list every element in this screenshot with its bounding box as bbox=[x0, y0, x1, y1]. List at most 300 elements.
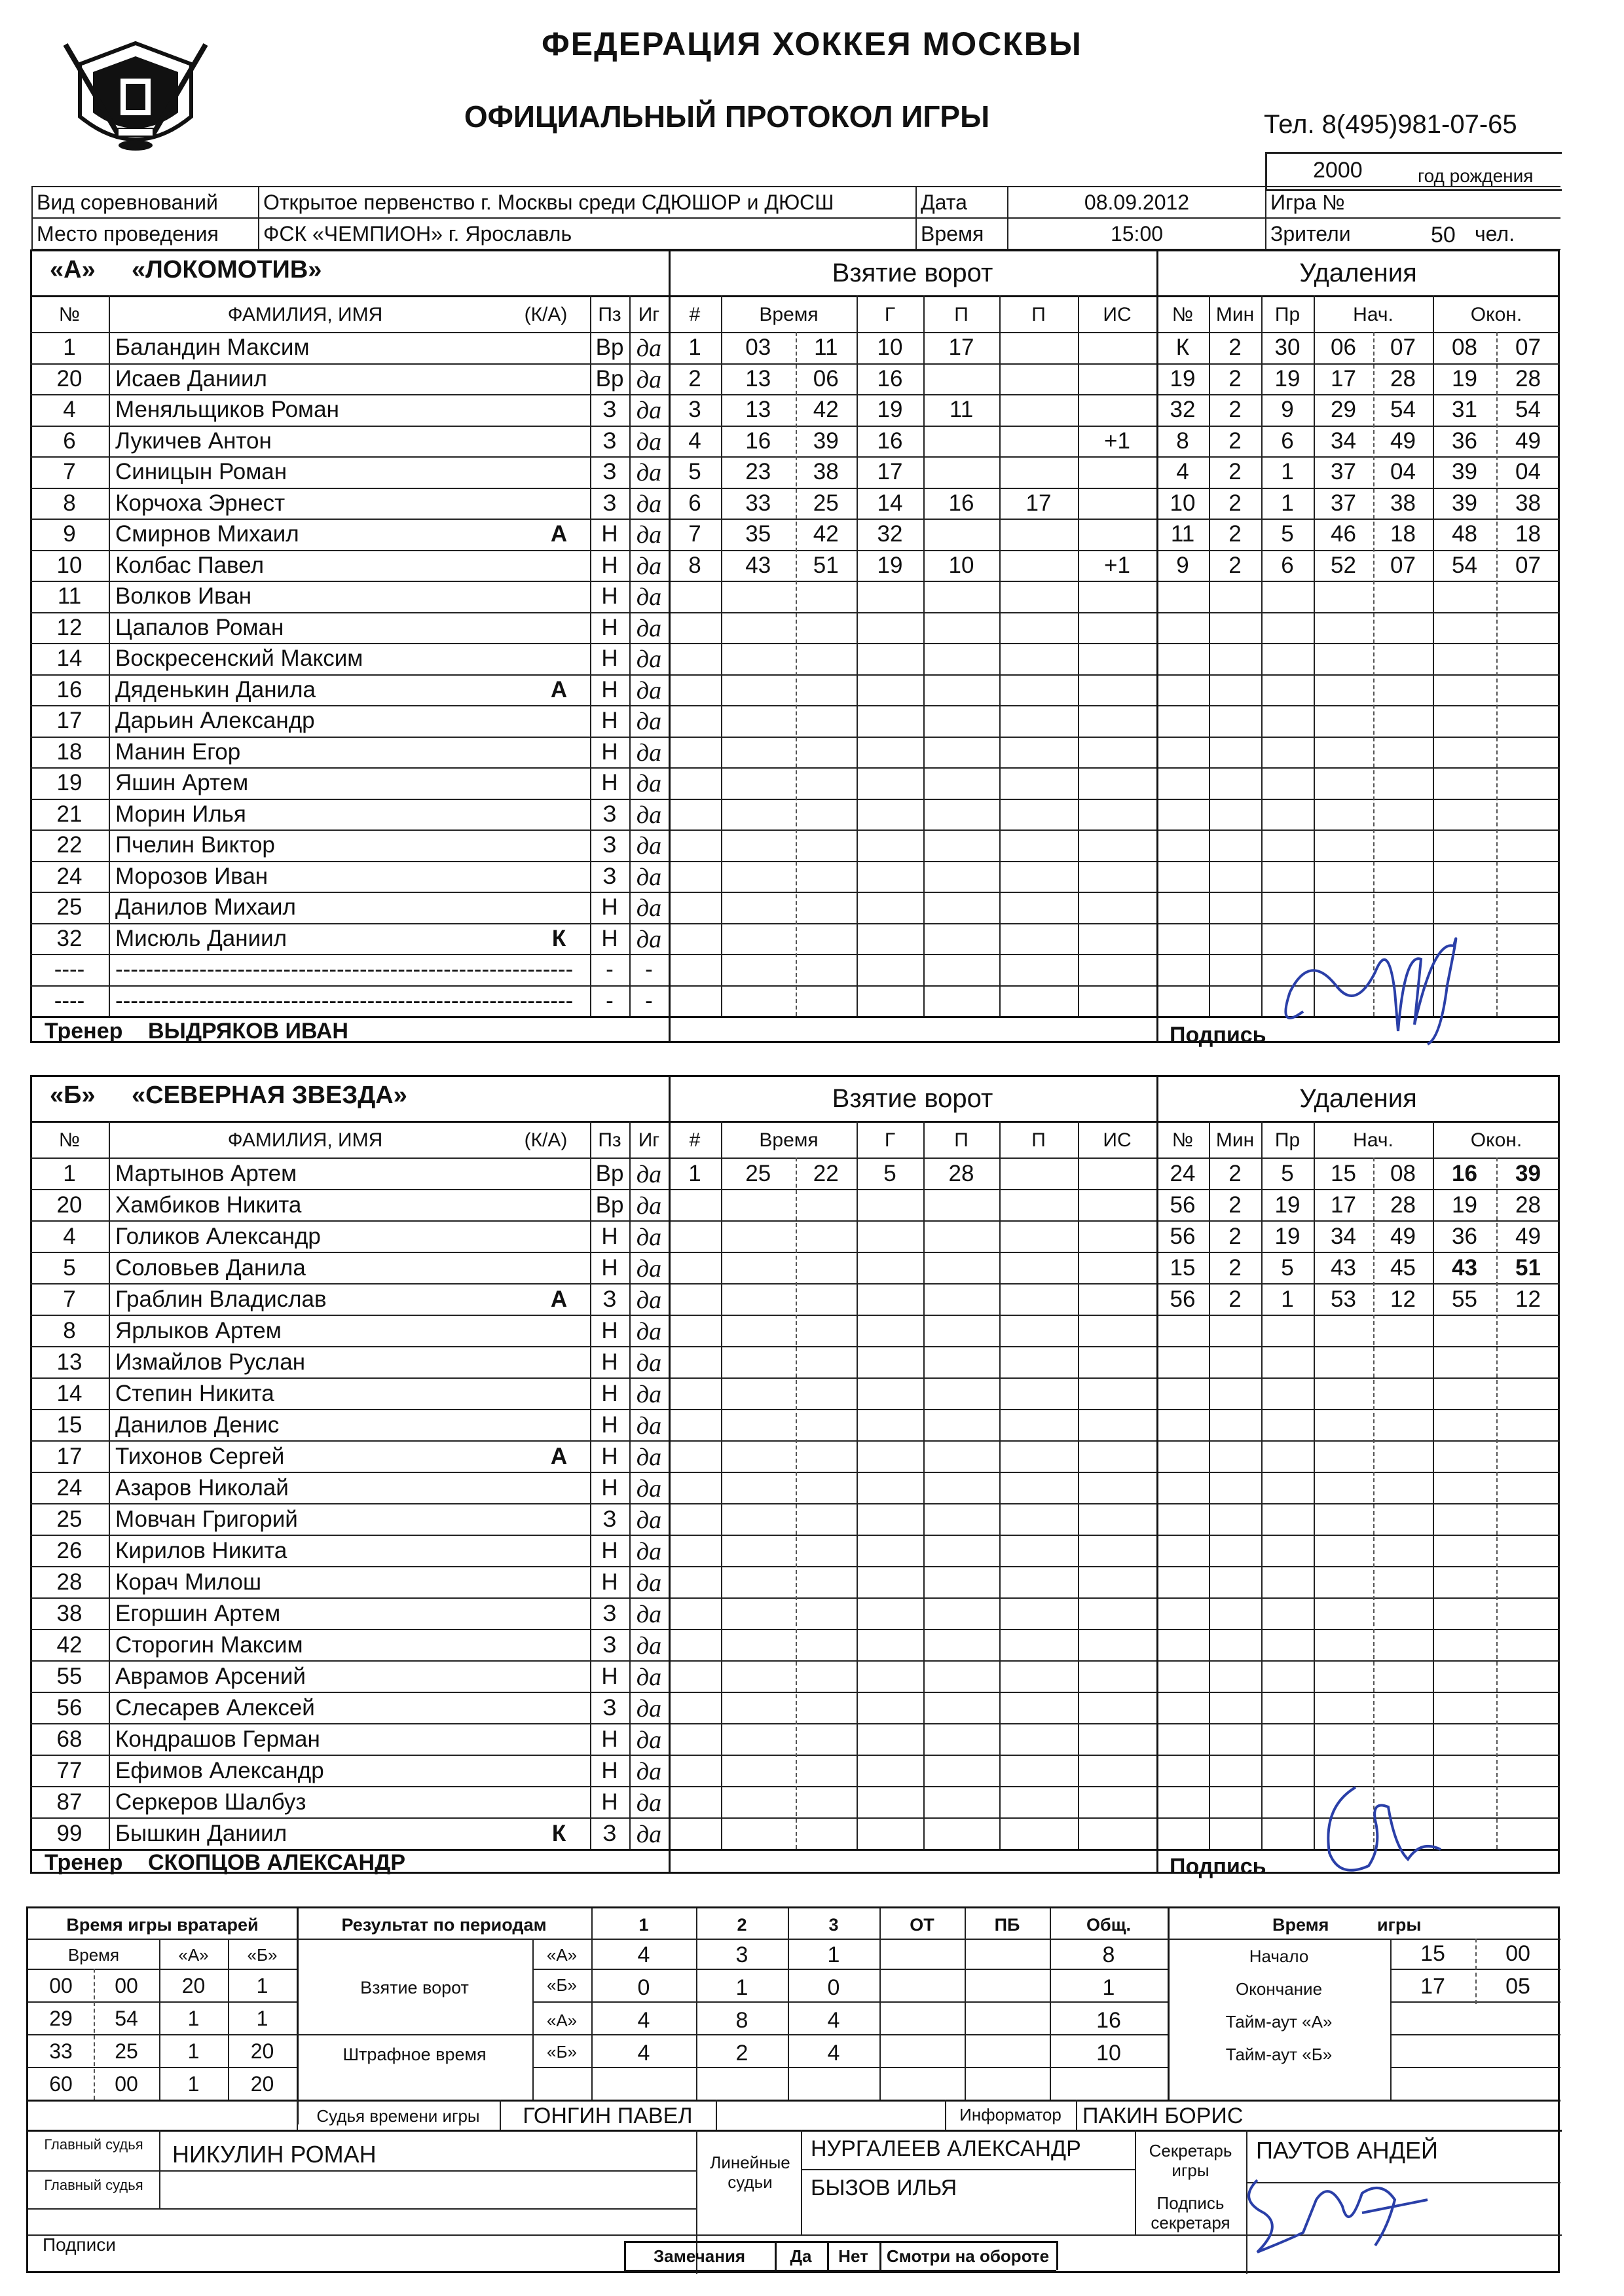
player-name: Меняльщиков Роман bbox=[115, 397, 339, 423]
gk-b-number: 1 bbox=[256, 1974, 268, 1997]
player-number: 10 bbox=[56, 552, 83, 578]
rule-line bbox=[669, 1566, 1560, 1567]
penalty-end-min: 31 bbox=[1452, 397, 1477, 423]
player-position: З bbox=[602, 1286, 617, 1312]
penalty-end-sec: 07 bbox=[1515, 335, 1541, 361]
rule-line bbox=[669, 799, 1560, 800]
player-played: - bbox=[645, 957, 653, 983]
rule-line bbox=[297, 2034, 532, 2035]
rule-line bbox=[669, 612, 1560, 613]
penalty-start-sec: 28 bbox=[1390, 365, 1416, 392]
rule-line bbox=[30, 612, 669, 613]
player-played: да bbox=[636, 894, 662, 922]
player-role: А bbox=[550, 1286, 568, 1312]
federation-title: ФЕДЕРАЦИЯ ХОККЕЯ МОСКВЫ bbox=[542, 26, 1082, 62]
goal-minute: 35 bbox=[745, 521, 771, 547]
gk-a-number: 1 bbox=[187, 2007, 200, 2030]
penalty-player: 56 bbox=[1170, 1192, 1196, 1218]
player-position: Н bbox=[601, 1569, 618, 1595]
rule-line bbox=[30, 1723, 669, 1724]
player-position: Н bbox=[601, 925, 618, 951]
rule-line bbox=[28, 2208, 696, 2210]
team_a-col-time: Время bbox=[759, 304, 819, 325]
rule-line bbox=[30, 1121, 1560, 1123]
rule-line bbox=[30, 1660, 669, 1662]
player-number: 5 bbox=[63, 1254, 76, 1281]
penalty-reason: 5 bbox=[1281, 1160, 1294, 1186]
start-hour: 15 bbox=[1420, 1941, 1445, 1966]
team_b-col-pz: Пз bbox=[598, 1129, 621, 1151]
rule-line bbox=[669, 456, 1560, 458]
informer-name: ПАКИН БОРИС bbox=[1082, 2104, 1244, 2128]
goal-scorer: 16 bbox=[877, 428, 903, 454]
player-number: 17 bbox=[56, 1443, 83, 1469]
rule-line bbox=[669, 892, 1560, 893]
player-position: Н bbox=[601, 1254, 618, 1281]
rule-line bbox=[30, 1692, 669, 1693]
rule-line bbox=[999, 295, 1001, 1016]
penalty-end-min: 55 bbox=[1452, 1286, 1477, 1312]
player-played: да bbox=[636, 1663, 662, 1691]
player-position: - bbox=[606, 957, 614, 983]
penalty-start-min: 17 bbox=[1331, 365, 1356, 392]
team_a-coach-label: Тренер bbox=[45, 1018, 123, 1044]
player-position: З bbox=[602, 397, 617, 423]
venue-value: ФСК «ЧЕМПИОН» г. Ярославль bbox=[259, 218, 916, 249]
penalty-minutes: 2 bbox=[1228, 1223, 1242, 1249]
goal-assist-1: 16 bbox=[948, 490, 974, 516]
player-number: 55 bbox=[56, 1663, 83, 1689]
penalty-player: 32 bbox=[1170, 397, 1196, 423]
penalty-end-sec: 38 bbox=[1515, 490, 1541, 516]
player-position: Н bbox=[601, 1380, 618, 1406]
goal-number: 5 bbox=[688, 459, 701, 485]
game-time-title: Время bbox=[1272, 1915, 1329, 1935]
player-played: да bbox=[636, 1254, 662, 1283]
player-position: З bbox=[602, 459, 617, 485]
penalty-end-min: 54 bbox=[1452, 552, 1477, 578]
gk-minute: 33 bbox=[49, 2039, 73, 2063]
spectators-label: Зрители bbox=[1266, 218, 1471, 249]
player-played: да bbox=[636, 738, 662, 767]
rule-line bbox=[30, 829, 669, 831]
player-name: ------------------------------------------------------------ bbox=[115, 957, 574, 983]
penalty-reason: 1 bbox=[1281, 490, 1294, 516]
player-position: - bbox=[606, 987, 614, 1013]
team_a-name: «ЛОКОМОТИВ» bbox=[132, 256, 322, 283]
protocol-title: ОФИЦИАЛЬНЫЙ ПРОТОКОЛ ИГРЫ bbox=[464, 100, 990, 134]
rule-line bbox=[30, 1786, 669, 1787]
team_a-col-hash: # bbox=[689, 304, 701, 325]
player-played: да bbox=[636, 1380, 662, 1408]
penalty-start-min: 06 bbox=[1331, 335, 1356, 361]
birth-year: 2000 bbox=[1313, 158, 1363, 183]
penalty-reason: 9 bbox=[1281, 397, 1294, 423]
goal-scorer: 10 bbox=[877, 335, 903, 361]
player-position: Вр bbox=[595, 365, 624, 392]
rule-line bbox=[669, 519, 1560, 520]
goal-scorer: 32 bbox=[877, 521, 903, 547]
rule-line bbox=[696, 1908, 697, 2100]
rule-line bbox=[159, 2130, 160, 2208]
player-position: Н bbox=[601, 1663, 618, 1689]
date-label: Дата bbox=[916, 187, 1008, 218]
goal-second: 51 bbox=[813, 552, 839, 578]
player-name: Яшин Артем bbox=[115, 770, 249, 796]
rule-line bbox=[669, 1755, 1560, 1756]
result-goals-a-value: 8 bbox=[1102, 1942, 1115, 1967]
player-played: да bbox=[636, 1537, 662, 1565]
player-played: да bbox=[636, 1506, 662, 1534]
player-position: Н bbox=[601, 1443, 618, 1469]
player-number: 8 bbox=[63, 1317, 76, 1343]
penalty-player: 15 bbox=[1170, 1254, 1196, 1281]
penalty-reason: 30 bbox=[1274, 335, 1301, 361]
penalty-start-min: 52 bbox=[1331, 552, 1356, 578]
player-name: Дяденькин Данила bbox=[115, 676, 316, 702]
rule-line bbox=[801, 2130, 802, 2234]
player-played: да bbox=[636, 1600, 662, 1628]
rule-line bbox=[669, 643, 1560, 644]
player-name: Цапалов Роман bbox=[115, 614, 284, 640]
result-pim-a-value: 8 bbox=[735, 2008, 748, 2033]
goal-situation: +1 bbox=[1104, 552, 1130, 578]
rule-line bbox=[788, 1908, 789, 2100]
player-number: 11 bbox=[57, 583, 82, 610]
player-played: да bbox=[636, 1349, 662, 1377]
team_a-pen-col-start: Нач. bbox=[1353, 304, 1393, 325]
rule-line bbox=[1168, 1939, 1560, 1940]
goal-scorer: 17 bbox=[877, 459, 903, 485]
goal-number: 1 bbox=[688, 335, 701, 361]
team_b-goals-title: Взятие ворот bbox=[832, 1084, 993, 1113]
team_b-pen-col-min: Мин bbox=[1215, 1129, 1255, 1151]
penalty-player: 10 bbox=[1170, 490, 1196, 516]
player-position: Н bbox=[601, 1349, 618, 1375]
goals-label: Взятие ворот bbox=[360, 1978, 469, 1997]
rule-line bbox=[1056, 2241, 1058, 2270]
goal-minute: 23 bbox=[745, 459, 771, 485]
team_a-col-name: ФАМИЛИЯ, ИМЯ bbox=[227, 304, 383, 325]
birth-year-label: год рождения bbox=[1418, 166, 1534, 186]
player-number: 18 bbox=[56, 738, 83, 765]
player-name: ------------------------------------------------------------ bbox=[115, 987, 574, 1013]
rule-line bbox=[297, 1908, 299, 2124]
penalty-end-sec: 54 bbox=[1515, 397, 1541, 423]
player-position: З bbox=[602, 863, 617, 889]
rule-line bbox=[30, 1346, 669, 1347]
gk-minute: 00 bbox=[49, 1974, 73, 1997]
goal-second: 42 bbox=[813, 521, 839, 547]
rule-line bbox=[669, 1660, 1560, 1662]
phone-number: Тел. 8(495)981-07-65 bbox=[1264, 110, 1517, 139]
player-position: З bbox=[602, 1631, 617, 1658]
rule-line bbox=[669, 1315, 1560, 1316]
goal-number: 3 bbox=[688, 397, 701, 423]
rule-line bbox=[1050, 1908, 1051, 2100]
player-position: З bbox=[602, 1820, 617, 1846]
player-played: да bbox=[636, 1223, 662, 1251]
rule-line bbox=[721, 1121, 722, 1849]
rule-line bbox=[30, 1440, 669, 1442]
player-name: Мисюль Даниил bbox=[115, 925, 287, 951]
rule-line bbox=[30, 861, 669, 862]
penalty-end-min: 39 bbox=[1452, 459, 1477, 485]
rule-line bbox=[297, 1939, 1168, 1940]
time-label: Время bbox=[916, 218, 1008, 249]
player-played: да bbox=[636, 1443, 662, 1471]
penalty-end-sec: 18 bbox=[1515, 521, 1541, 547]
rule-line bbox=[30, 581, 669, 582]
rule-line bbox=[857, 1121, 858, 1849]
penalty-player: 24 bbox=[1170, 1160, 1196, 1186]
player-position: Н bbox=[601, 738, 618, 765]
goal-number: 7 bbox=[688, 521, 701, 547]
player-position: Н bbox=[601, 1789, 618, 1815]
penalty-reason: 19 bbox=[1274, 365, 1301, 392]
result-team-a: «А» bbox=[546, 1945, 578, 1965]
rule-line bbox=[1135, 2130, 1136, 2234]
penalty-player: 56 bbox=[1170, 1286, 1196, 1312]
venue-label: Место проведения bbox=[32, 218, 259, 249]
player-name: Мовчан Григорий bbox=[115, 1506, 298, 1532]
rule-line bbox=[669, 767, 1560, 769]
penalty-minutes: 2 bbox=[1228, 552, 1242, 578]
result-goals-a-value: 3 bbox=[735, 1942, 748, 1967]
goal-second: 25 bbox=[813, 490, 839, 516]
team_b-col-ka: (К/А) bbox=[524, 1129, 568, 1151]
player-position: Н bbox=[601, 1757, 618, 1783]
period-pb-header: ПБ bbox=[994, 1915, 1020, 1935]
rule-line bbox=[669, 1189, 1560, 1190]
gk-b-col: «Б» bbox=[247, 1945, 278, 1965]
gk-minute: 60 bbox=[49, 2072, 73, 2096]
player-number: 15 bbox=[56, 1412, 83, 1438]
gk-a-number: 20 bbox=[181, 1974, 206, 1997]
result-pim-a-value: 4 bbox=[827, 2008, 840, 2033]
player-number: 21 bbox=[56, 801, 83, 827]
result-pim-b-value: 10 bbox=[1096, 2041, 1121, 2066]
player-number: 25 bbox=[56, 894, 83, 920]
player-number: 4 bbox=[63, 397, 76, 423]
rule-line bbox=[669, 1723, 1560, 1724]
goal-scorer: 16 bbox=[877, 365, 903, 392]
rule-line bbox=[801, 2169, 1135, 2170]
rule-line bbox=[30, 674, 669, 676]
player-played: да bbox=[636, 583, 662, 611]
goal-second: 42 bbox=[813, 397, 839, 423]
player-position: Вр bbox=[595, 1192, 624, 1218]
team_a-penalties-title: Удаления bbox=[1299, 259, 1417, 287]
rule-line bbox=[716, 2100, 717, 2130]
player-position: З bbox=[602, 1600, 617, 1626]
penalty-end-sec: 07 bbox=[1515, 552, 1541, 578]
goal-scorer: 19 bbox=[877, 397, 903, 423]
result-pim-b-value: 4 bbox=[637, 2041, 650, 2066]
rule-line bbox=[30, 892, 669, 893]
team_a-col-no: № bbox=[58, 304, 81, 325]
player-number: 20 bbox=[56, 365, 83, 392]
start-label: Начало bbox=[1249, 1946, 1309, 1966]
gk-minute: 29 bbox=[49, 2007, 73, 2030]
player-number: 99 bbox=[56, 1820, 83, 1846]
goal-number: 2 bbox=[688, 365, 701, 392]
secretary-label: Секретарь игры bbox=[1149, 2141, 1232, 2180]
penalty-start-min: 37 bbox=[1331, 459, 1356, 485]
result-team-b: «Б» bbox=[547, 2042, 577, 2062]
team_a-goals-title: Взятие ворот bbox=[832, 259, 993, 287]
result-pim-b-value: 2 bbox=[735, 2041, 748, 2066]
goal-second: 38 bbox=[813, 459, 839, 485]
goal-scorer: 19 bbox=[877, 552, 903, 578]
date-value: 08.09.2012 bbox=[1008, 187, 1266, 218]
player-played: да bbox=[636, 1286, 662, 1314]
goal-minute: 13 bbox=[745, 365, 771, 392]
player-played: да bbox=[636, 770, 662, 798]
penalty-start-min: 34 bbox=[1331, 428, 1356, 454]
rule-line bbox=[669, 1535, 1560, 1536]
rule-line bbox=[28, 2067, 297, 2068]
main-referee-2-label: Главный судья bbox=[44, 2177, 143, 2193]
goal-minute: 33 bbox=[745, 490, 771, 516]
penalty-end-sec: 28 bbox=[1515, 365, 1541, 392]
goal-scorer: 5 bbox=[883, 1160, 896, 1186]
player-number: 38 bbox=[56, 1600, 83, 1626]
player-name: Колбас Павел bbox=[115, 552, 264, 578]
rule-line bbox=[109, 1121, 110, 1849]
player-number: 14 bbox=[56, 1380, 83, 1406]
player-name: Азаров Николай bbox=[115, 1474, 289, 1501]
rule-line bbox=[30, 1566, 669, 1567]
player-name: Манин Егор bbox=[115, 738, 241, 765]
penalty-start-sec: 07 bbox=[1390, 335, 1416, 361]
goal-minute: 43 bbox=[745, 552, 771, 578]
rule-line bbox=[297, 2100, 1168, 2102]
player-name: Кирилов Никита bbox=[115, 1537, 287, 1563]
info-table bbox=[31, 186, 1560, 250]
team_b-coach-name: СКОПЦОВ АЛЕКСАНДР bbox=[148, 1850, 405, 1875]
penalty-start-sec: 38 bbox=[1390, 490, 1416, 516]
player-name: Морин Илья bbox=[115, 801, 246, 827]
rule-line bbox=[965, 1908, 966, 2100]
penalty-end-min: 39 bbox=[1452, 490, 1477, 516]
penalty-reason: 1 bbox=[1281, 459, 1294, 485]
remarks-see-back: Смотри на обороте bbox=[886, 2246, 1050, 2266]
spectators-value: 50 bbox=[1431, 223, 1456, 247]
rule-line bbox=[669, 1472, 1560, 1473]
rule-line bbox=[30, 705, 669, 706]
time-value: 15:00 bbox=[1008, 218, 1266, 249]
team_a-pen-col-pr: Пр bbox=[1274, 304, 1301, 325]
rule-line bbox=[669, 426, 1560, 427]
rule-line bbox=[30, 767, 669, 769]
player-played: да bbox=[636, 676, 662, 704]
rule-line bbox=[669, 1346, 1560, 1347]
end-label: Окончание bbox=[1235, 1979, 1323, 1999]
team_a-signature-label: Подпись bbox=[1170, 1022, 1266, 1048]
penalty-start-min: 29 bbox=[1331, 397, 1356, 423]
goal-minute: 16 bbox=[745, 428, 771, 454]
player-played: да bbox=[636, 1569, 662, 1597]
rule-line bbox=[669, 1409, 1560, 1410]
player-role: К bbox=[551, 1820, 566, 1846]
penalty-end-min: 36 bbox=[1452, 1223, 1477, 1249]
player-position: З bbox=[602, 801, 617, 827]
gk-a-number: 1 bbox=[187, 2039, 200, 2063]
player-played: да bbox=[636, 552, 662, 580]
player-position: Н bbox=[601, 614, 618, 640]
player-name: Пчелин Виктор bbox=[115, 832, 275, 858]
player-played: да bbox=[636, 335, 662, 363]
rule-line bbox=[624, 2270, 1056, 2272]
player-played: да bbox=[636, 490, 662, 518]
rule-line bbox=[30, 1189, 669, 1190]
player-position: Н bbox=[601, 646, 618, 672]
rule-line bbox=[28, 1969, 297, 1970]
gk-time-col: Время bbox=[67, 1945, 120, 1965]
rule-line bbox=[669, 1283, 1560, 1285]
rule-line bbox=[1390, 2067, 1560, 2068]
player-name: Слесарев Алексей bbox=[115, 1694, 315, 1721]
rule-line bbox=[30, 737, 669, 738]
period-total-header: Общ. bbox=[1086, 1915, 1131, 1935]
player-number: 77 bbox=[56, 1757, 83, 1783]
end-minute: 05 bbox=[1505, 1974, 1530, 1999]
player-number: 16 bbox=[56, 676, 83, 702]
penalty-start-sec: 49 bbox=[1390, 428, 1416, 454]
rule-line bbox=[30, 456, 669, 458]
secretary-name: ПАУТОВ АНДЕЙ bbox=[1256, 2137, 1438, 2164]
team_b-penalties-title: Удаления bbox=[1299, 1084, 1417, 1113]
penalty-start-min: 34 bbox=[1331, 1223, 1356, 1249]
birth-year-box bbox=[1265, 152, 1562, 191]
penalty-player: 19 bbox=[1170, 365, 1196, 392]
player-name: Сторогин Максим bbox=[115, 1631, 303, 1658]
player-number: 26 bbox=[56, 1537, 83, 1563]
team_b-name: «СЕВЕРНАЯ ЗВЕЗДА» bbox=[132, 1082, 407, 1109]
player-number: ---- bbox=[54, 957, 85, 983]
player-number: 25 bbox=[56, 1506, 83, 1532]
rule-line bbox=[30, 394, 669, 395]
start-minute: 00 bbox=[1505, 1941, 1530, 1966]
penalty-reason: 5 bbox=[1281, 1254, 1294, 1281]
player-played: да bbox=[636, 1317, 662, 1345]
player-played: да bbox=[636, 1820, 662, 1848]
periods-title: Результат по периодам bbox=[341, 1915, 547, 1935]
player-played: да bbox=[636, 1694, 662, 1722]
player-played: да bbox=[636, 459, 662, 487]
player-played: да bbox=[636, 708, 662, 736]
player-played: да bbox=[636, 614, 662, 642]
team_a-col-p1: П bbox=[954, 304, 969, 325]
timeout-a-label: Тайм-аут «А» bbox=[1225, 2012, 1333, 2032]
player-played: да bbox=[636, 646, 662, 674]
player-position: Н bbox=[601, 583, 618, 610]
gk-second: 25 bbox=[115, 2039, 138, 2063]
goal-number: 1 bbox=[688, 1160, 701, 1186]
penalty-minutes: 2 bbox=[1228, 365, 1242, 392]
penalty-reason: 19 bbox=[1274, 1223, 1301, 1249]
timeout-b-label: Тайм-аут «Б» bbox=[1225, 2045, 1333, 2064]
player-played: да bbox=[636, 1789, 662, 1817]
player-name: Мартынов Артем bbox=[115, 1160, 297, 1186]
penalty-player: 8 bbox=[1176, 428, 1189, 454]
team-b-section bbox=[30, 1075, 1560, 1879]
player-number: 9 bbox=[63, 521, 76, 547]
player-number: 7 bbox=[63, 459, 76, 485]
gk-b-number: 1 bbox=[256, 2007, 268, 2030]
rule-line bbox=[30, 1472, 669, 1473]
